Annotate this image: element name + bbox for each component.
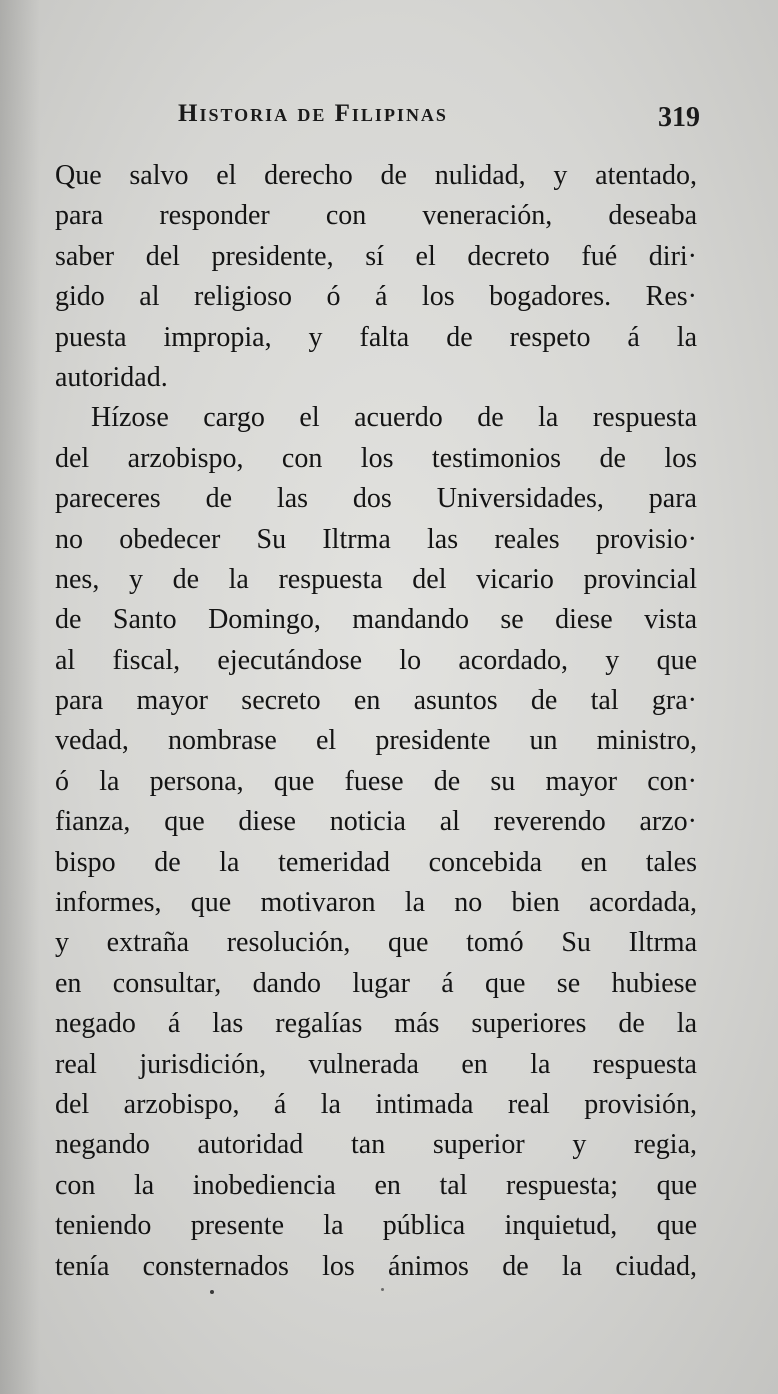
text-line: para responder con veneración, deseaba (55, 200, 697, 232)
text-line: con la inobediencia en tal respuesta; que (55, 1169, 697, 1201)
text-line: pareceres de las dos Universidades, para (55, 483, 697, 515)
text-line: nes, y de la respuesta del vicario provincial (55, 563, 697, 595)
page-edge-shadow (0, 0, 40, 1394)
paper-speck (381, 1288, 384, 1291)
paper-speck (210, 1290, 214, 1294)
text-line: tenía consternados los ánimos de la ciudad, (55, 1250, 697, 1282)
text-line: de Santo Domingo, mandando se diese vista (55, 604, 697, 636)
text-line: saber del presidente, sí el decreto fué diri· (55, 240, 697, 272)
text-line: del arzobispo, con los testimonios de los (55, 442, 697, 474)
text-line: en consultar, dando lugar á que se hubiese (55, 967, 697, 999)
text-line: fianza, que diese noticia al reverendo arzo· (55, 806, 697, 838)
text-line: negado á las regalías más superiores de la (55, 1008, 697, 1040)
paragraph-2 (55, 398, 697, 1287)
text-line: informes, que motivaron la no bien acordada, (55, 887, 697, 919)
text-line: real jurisdición, vulnerada en la respuesta (55, 1048, 697, 1080)
text-line: ó la persona, que fuese de su mayor con· (55, 765, 697, 797)
text-line: negando autoridad tan superior y regia, (55, 1129, 697, 1161)
text-line: puesta impropia, y falta de respeto á la (55, 321, 697, 353)
text-line: para mayor secreto en asuntos de tal gra· (55, 685, 697, 717)
paragraph-1 (55, 156, 697, 398)
body-text (55, 156, 697, 1287)
text-line: y extraña resolución, que tomó Su Iltrma (55, 927, 697, 959)
text-line: no obedecer Su Iltrma las reales provisio· (55, 523, 697, 555)
text-line: gido al religioso ó á los bogadores. Res· (55, 281, 697, 313)
page-number: 319 (658, 102, 700, 133)
text-line: Que salvo el derecho de nulidad, y atentado, (55, 160, 697, 191)
page-header (178, 100, 700, 140)
text-line: teniendo presente la pública inquietud, que (55, 1210, 697, 1242)
text-line: al fiscal, ejecutándose lo acordado, y que (55, 644, 697, 676)
text-line: vedad, nombrase el presidente un ministro, (55, 725, 697, 757)
text-line: del arzobispo, á la intimada real provisión, (55, 1088, 697, 1120)
running-head: Historia de Filipinas (178, 100, 448, 127)
text-line: Hízose cargo el acuerdo de la respuesta (91, 402, 697, 434)
text-line: bispo de la temeridad concebida en tales (55, 846, 697, 878)
text-line: autoridad. (55, 361, 168, 393)
